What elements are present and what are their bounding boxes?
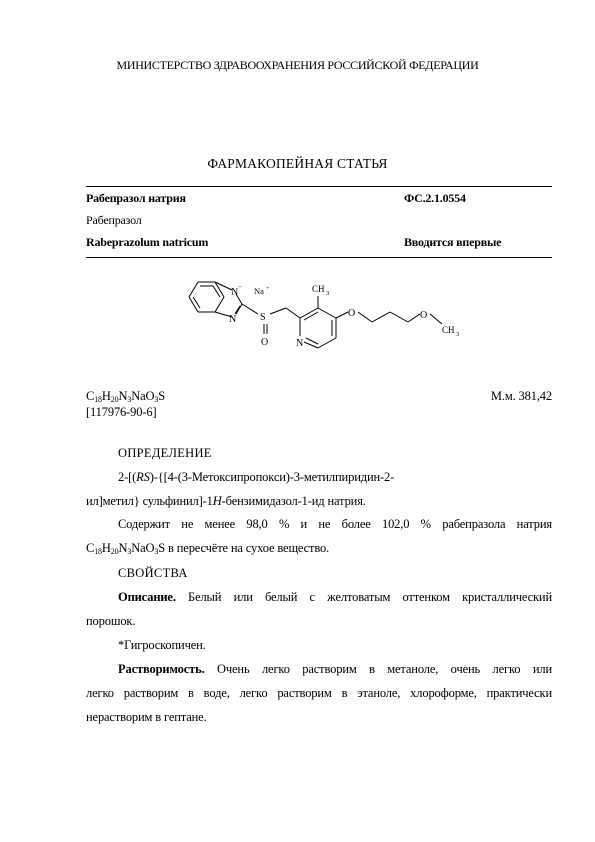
atom-o-ether2: O bbox=[420, 310, 428, 321]
structural-formula bbox=[180, 270, 480, 382]
drug-name-latin: Rabeprazolum natricum bbox=[86, 235, 209, 249]
solubility-line2: легко растворим в воде, легко растворим в этаноле, хлороформе, практически bbox=[86, 686, 552, 700]
atom-n-pyridine: N bbox=[296, 338, 304, 349]
ministry-title: МИНИСТЕРСТВО ЗДРАВООХРАНЕНИЯ РОССИЙСКОЙ ФЕДЕРАЦИИ bbox=[116, 58, 479, 72]
atom-ch3-top: CH bbox=[312, 284, 325, 294]
atom-n-imidazole: N bbox=[229, 314, 237, 325]
atom-o-sulfinyl: O bbox=[261, 337, 269, 348]
chemical-name-line1: 2-[(RS)-{[4-(3-Метоксипропокси)-3-метилпиридин-2- bbox=[118, 470, 395, 484]
article-status: Вводится впервые bbox=[404, 235, 502, 249]
molecular-formula: $C_{18}H_{20}N_3NaO_3S$ bbox=[86, 389, 166, 404]
content-line1: Содержит не менее 98,0 % и не более 102,0 % рабепразола натрия bbox=[118, 517, 552, 531]
molecular-weight: М.м. 381,42 bbox=[490, 389, 552, 403]
atom-ch3-end: CH bbox=[442, 325, 455, 335]
table-top-rule bbox=[86, 186, 552, 187]
drug-name-short: Рабепразол bbox=[86, 213, 142, 227]
atom-s: S bbox=[260, 312, 266, 323]
table-bottom-rule bbox=[86, 257, 552, 258]
article-code: ФС.2.1.0554 bbox=[404, 191, 466, 205]
solubility-line1: Растворимость. Очень легко растворим в метаноле, очень легко или bbox=[118, 662, 552, 676]
properties-heading: СВОЙСТВА bbox=[118, 566, 188, 580]
chemical-name-line2: ил]метил} сульфинил]-1H-бензимидазол-1-ид натрия. bbox=[86, 494, 366, 508]
atom-n-minus: N bbox=[231, 287, 239, 298]
drug-name-ru: Рабепразол натрия bbox=[86, 191, 186, 205]
atom-na: Na bbox=[254, 286, 264, 296]
solubility-line3: нерастворим в гептане. bbox=[86, 710, 207, 724]
atom-o-ether1: O bbox=[348, 308, 356, 319]
atom-ch3-end-sub: 3 bbox=[456, 331, 460, 338]
charge-minus: − bbox=[238, 283, 242, 291]
cas-number: [117976-90-6] bbox=[86, 405, 157, 419]
content-line2: $C_{18}H_{20}N_3NaO_3S$ в пересчёте на сухое вещество. bbox=[86, 541, 330, 556]
hygroscopic-note: *Гигроскопичен. bbox=[118, 638, 206, 652]
description-line1: Описание. Белый или белый с желтоватым оттенком кристаллический bbox=[118, 590, 552, 604]
article-title: ФАРМАКОПЕЙНАЯ СТАТЬЯ bbox=[207, 156, 388, 171]
charge-plus: + bbox=[266, 285, 270, 292]
definition-heading: ОПРЕДЕЛЕНИЕ bbox=[118, 446, 212, 460]
description-line2: порошок. bbox=[86, 614, 136, 628]
atom-ch3-top-sub: 3 bbox=[326, 290, 330, 297]
